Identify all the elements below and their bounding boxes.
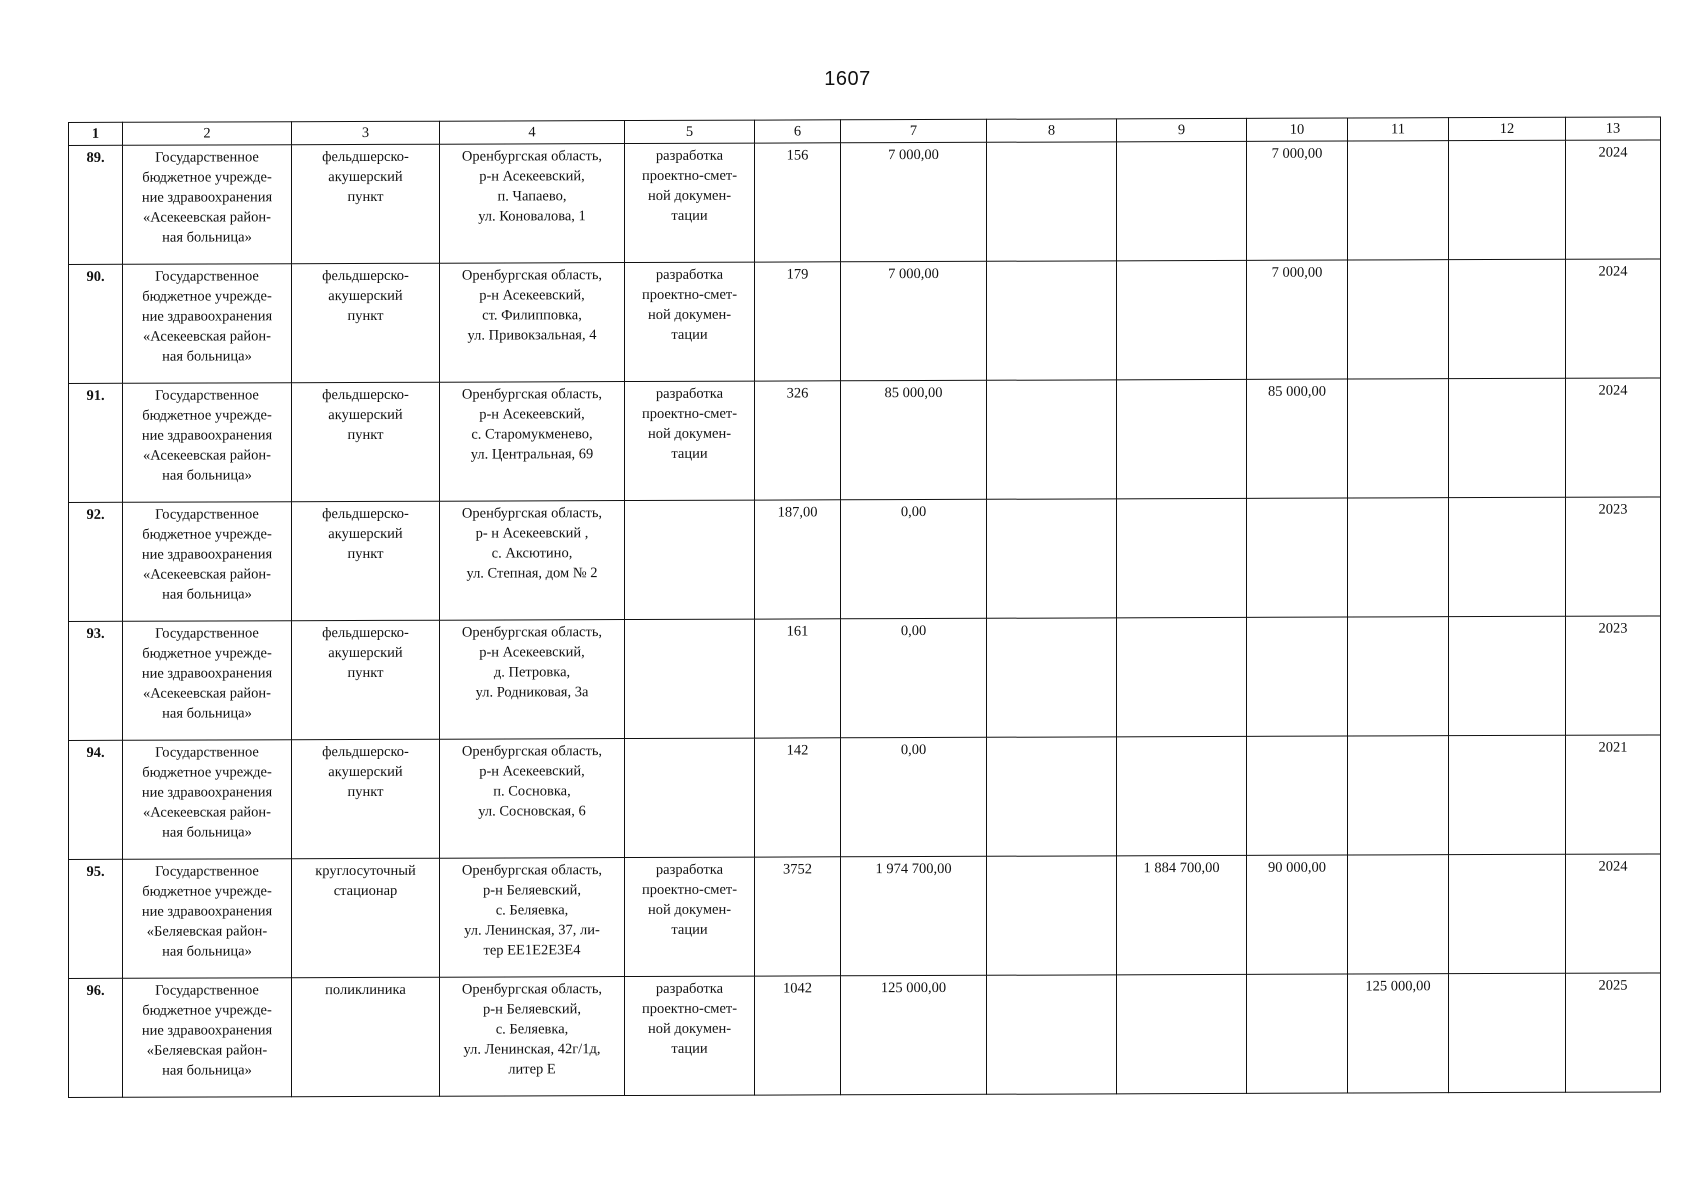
col8-cell xyxy=(987,380,1117,499)
facility-type-cell xyxy=(292,739,440,859)
year-cell: 2023 xyxy=(1566,616,1661,735)
total-amount-cell: 1 974 700,00 xyxy=(841,856,987,976)
area-cell: 156 xyxy=(755,143,841,262)
facility-type-cell xyxy=(292,977,440,1097)
facilities-table xyxy=(68,116,1661,1098)
organization-line: ние здравоохранения xyxy=(141,1022,273,1039)
col9-amount-cell xyxy=(1117,141,1247,260)
work-type-line: тации xyxy=(671,445,708,462)
address-cell xyxy=(440,382,625,502)
col9-amount-cell xyxy=(1117,498,1247,617)
address-line: р-н Асекеевский, xyxy=(479,763,585,780)
address-line: д. Петровка, xyxy=(493,664,571,681)
col8-cell xyxy=(987,618,1117,737)
column-header-9: 9 xyxy=(1117,118,1247,141)
facility-type-line: фельдшерско- xyxy=(322,148,409,166)
work-type-line: тации xyxy=(671,207,708,224)
table-row xyxy=(69,735,1661,860)
organization-line: Государственное xyxy=(155,982,259,999)
facility-type-line: акушерский xyxy=(328,168,403,186)
work-type-line: разработка xyxy=(655,147,724,164)
col9-amount-cell xyxy=(1117,736,1247,855)
work-type-cell xyxy=(625,738,755,857)
column-header-1: 1 xyxy=(69,122,123,145)
address-line: литер Е xyxy=(508,1061,556,1078)
organization-line: «Беляевская район- xyxy=(146,1042,268,1059)
col11-amount-cell: 125 000,00 xyxy=(1348,974,1449,1093)
organization-line: ная больница» xyxy=(162,824,252,841)
year-cell: 2024 xyxy=(1566,854,1661,973)
organization-line: бюджетное учрежде- xyxy=(142,764,272,781)
facility-type-line: акушерский xyxy=(328,287,403,305)
col8-cell xyxy=(987,975,1117,1094)
area-cell: 1042 xyxy=(755,976,841,1095)
facility-type-line: фельдшерско- xyxy=(322,743,409,761)
address-line: р-н Асекеевский, xyxy=(479,644,585,661)
total-amount-cell: 125 000,00 xyxy=(841,975,987,1095)
col8-cell xyxy=(987,737,1117,856)
total-amount-cell: 7 000,00 xyxy=(841,142,987,262)
column-header-7: 7 xyxy=(841,119,987,143)
col11-amount-cell xyxy=(1348,260,1449,379)
col12-cell xyxy=(1449,378,1566,497)
work-type-cell xyxy=(625,143,755,262)
organization-line: ние здравоохранения xyxy=(141,546,273,563)
organization-line: «Асекеевская район- xyxy=(142,328,271,345)
work-type-line: ной докумен- xyxy=(647,901,732,918)
row-number: 92. xyxy=(69,502,123,621)
work-type-cell xyxy=(625,619,755,738)
organization-line: Государственное xyxy=(155,268,259,285)
organization-line: «Асекеевская район- xyxy=(142,685,271,702)
facility-type-cell xyxy=(292,858,440,978)
column-header-4: 4 xyxy=(440,121,625,145)
area-cell: 3752 xyxy=(755,857,841,976)
organization-line: «Асекеевская район- xyxy=(142,447,271,464)
total-amount-cell: 0,00 xyxy=(841,737,987,857)
organization-line: бюджетное учрежде- xyxy=(142,645,272,662)
row-number: 96. xyxy=(69,978,123,1097)
work-type-cell xyxy=(625,381,755,500)
organization-cell xyxy=(123,859,292,979)
year-cell: 2024 xyxy=(1566,378,1661,497)
year-cell: 2023 xyxy=(1566,497,1661,616)
work-type-line: ной докумен- xyxy=(647,306,732,323)
organization-line: ная больница» xyxy=(162,467,252,484)
address-line: Оренбургская область, xyxy=(461,505,603,522)
column-header-12: 12 xyxy=(1449,117,1566,140)
organization-cell xyxy=(123,145,292,265)
organization-line: ние здравоохранения xyxy=(141,784,273,801)
table-row xyxy=(69,140,1661,265)
facility-type-line: пункт xyxy=(347,307,384,325)
col8-cell xyxy=(987,261,1117,380)
organization-line: бюджетное учрежде- xyxy=(142,169,272,186)
col11-amount-cell xyxy=(1348,736,1449,855)
table-row xyxy=(69,259,1661,384)
column-header-6: 6 xyxy=(755,120,841,143)
facility-type-cell xyxy=(292,144,440,264)
organization-line: ная больница» xyxy=(162,943,252,960)
address-line: ул. Степная, дом № 2 xyxy=(466,565,598,582)
address-line: Оренбургская область, xyxy=(461,624,603,641)
address-line: ул. Ленинская, 37, ли- xyxy=(464,922,600,939)
table-row xyxy=(69,854,1661,979)
facility-type-line: акушерский xyxy=(328,763,403,781)
work-type-line: разработка xyxy=(655,385,724,402)
row-number: 94. xyxy=(69,740,123,859)
total-amount-cell: 0,00 xyxy=(841,499,987,619)
col12-cell xyxy=(1449,259,1566,378)
col9-amount-cell xyxy=(1117,974,1247,1093)
organization-line: ние здравоохранения xyxy=(141,427,273,444)
work-type-line: проектно-смет- xyxy=(641,167,738,184)
year-cell: 2024 xyxy=(1566,140,1661,259)
work-type-line: ной докумен- xyxy=(647,187,732,204)
organization-line: «Беляевская район- xyxy=(146,923,268,940)
table-row xyxy=(69,497,1661,622)
organization-line: Государственное xyxy=(155,387,259,404)
organization-cell xyxy=(123,621,292,741)
row-number: 90. xyxy=(69,264,123,383)
col12-cell xyxy=(1449,854,1566,973)
col8-cell xyxy=(987,142,1117,261)
table-row xyxy=(69,616,1661,741)
area-cell: 326 xyxy=(755,381,841,500)
facility-type-line: фельдшерско- xyxy=(322,624,409,642)
organization-line: «Асекеевская район- xyxy=(142,566,271,583)
organization-line: «Асекеевская район- xyxy=(142,209,271,226)
column-header-8: 8 xyxy=(987,119,1117,142)
facility-type-line: акушерский xyxy=(328,644,403,662)
work-type-line: ной докумен- xyxy=(647,1020,732,1037)
col12-cell xyxy=(1449,973,1566,1092)
address-line: с. Аксютино, xyxy=(491,545,573,562)
column-header-5: 5 xyxy=(625,120,755,143)
organization-cell xyxy=(123,502,292,622)
col10-amount-cell: 7 000,00 xyxy=(1247,141,1348,260)
facility-type-line: акушерский xyxy=(328,525,403,543)
address-line: Оренбургская область, xyxy=(461,743,603,760)
address-line: р-н Асекеевский, xyxy=(479,168,585,185)
work-type-cell xyxy=(625,857,755,976)
address-line: ст. Филипповка, xyxy=(482,307,582,324)
address-line: с. Беляевка, xyxy=(495,902,569,919)
address-line: п. Чапаево, xyxy=(497,188,567,205)
organization-line: бюджетное учрежде- xyxy=(142,407,272,424)
facility-type-line: фельдшерско- xyxy=(322,267,409,285)
facility-type-cell xyxy=(292,620,440,740)
facility-type-cell xyxy=(292,263,440,383)
facility-type-line: пункт xyxy=(347,426,384,444)
col9-amount-cell xyxy=(1117,379,1247,498)
address-line: ул. Ленинская, 42г/1д, xyxy=(463,1041,601,1058)
column-header-13: 13 xyxy=(1566,117,1661,140)
organization-line: ние здравоохранения xyxy=(141,308,273,325)
table-row xyxy=(69,378,1661,503)
col10-amount-cell: 7 000,00 xyxy=(1247,260,1348,379)
column-header-11: 11 xyxy=(1348,118,1449,141)
year-cell: 2021 xyxy=(1566,735,1661,854)
work-type-line: тации xyxy=(671,1040,708,1057)
work-type-line: тации xyxy=(671,326,708,343)
organization-line: ная больница» xyxy=(162,705,252,722)
address-cell xyxy=(440,263,625,383)
address-cell xyxy=(440,858,625,978)
organization-line: Государственное xyxy=(155,863,259,880)
col10-amount-cell: 90 000,00 xyxy=(1247,855,1348,974)
facility-type-cell xyxy=(292,382,440,502)
address-line: ул. Родниковая, 3а xyxy=(475,684,589,701)
facility-type-line: пункт xyxy=(347,783,384,801)
work-type-line: разработка xyxy=(655,861,724,878)
address-cell xyxy=(440,501,625,621)
work-type-line: проектно-смет- xyxy=(641,1000,738,1017)
col10-amount-cell xyxy=(1247,498,1348,617)
col12-cell xyxy=(1449,497,1566,616)
organization-line: бюджетное учрежде- xyxy=(142,526,272,543)
col11-amount-cell xyxy=(1348,379,1449,498)
facility-type-cell xyxy=(292,501,440,621)
column-header-3: 3 xyxy=(292,121,440,145)
col11-amount-cell xyxy=(1348,141,1449,260)
address-line: р- н Асекеевский , xyxy=(475,525,589,542)
row-number: 89. xyxy=(69,145,123,264)
col9-amount-cell xyxy=(1117,260,1247,379)
address-cell xyxy=(440,739,625,859)
work-type-line: проектно-смет- xyxy=(641,405,738,422)
address-line: р-н Беляевский, xyxy=(483,882,581,899)
address-line: р-н Беляевский, xyxy=(483,1001,581,1018)
address-line: Оренбургская область, xyxy=(461,267,603,284)
address-line: ул. Сосновская, 6 xyxy=(478,803,586,820)
organization-line: ние здравоохранения xyxy=(141,665,273,682)
organization-line: Государственное xyxy=(155,149,259,166)
organization-line: ная больница» xyxy=(162,229,252,246)
col10-amount-cell xyxy=(1247,974,1348,1093)
col10-amount-cell: 85 000,00 xyxy=(1247,379,1348,498)
col9-amount-cell xyxy=(1117,617,1247,736)
organization-line: «Асекеевская район- xyxy=(142,804,271,821)
page-number: 1607 xyxy=(824,68,871,90)
address-line: Оренбургская область, xyxy=(461,862,603,879)
organization-line: ние здравоохранения xyxy=(141,903,273,920)
facility-type-line: фельдшерско- xyxy=(322,386,409,404)
address-line: Оренбургская область, xyxy=(461,386,603,403)
address-cell xyxy=(440,144,625,264)
area-cell: 179 xyxy=(755,262,841,381)
organization-line: ная больница» xyxy=(162,586,252,603)
facility-type-line: пункт xyxy=(347,545,384,563)
area-cell: 161 xyxy=(755,619,841,738)
address-line: р-н Асекеевский, xyxy=(479,406,585,423)
facility-type-line: поликлиника xyxy=(325,981,406,999)
year-cell: 2024 xyxy=(1566,259,1661,378)
address-line: с. Старомукменево, xyxy=(471,426,593,443)
area-cell: 187,00 xyxy=(755,500,841,619)
col10-amount-cell xyxy=(1247,736,1348,855)
work-type-cell xyxy=(625,976,755,1095)
total-amount-cell: 0,00 xyxy=(841,618,987,738)
address-line: ул. Коновалова, 1 xyxy=(478,208,586,225)
address-line: тер ЕЕ1Е2Е3Е4 xyxy=(483,942,581,959)
organization-cell xyxy=(123,978,292,1098)
organization-line: бюджетное учрежде- xyxy=(142,883,272,900)
facility-type-line: фельдшерско- xyxy=(322,505,409,523)
row-number: 95. xyxy=(69,859,123,978)
column-header-10: 10 xyxy=(1247,118,1348,141)
work-type-line: проектно-смет- xyxy=(641,286,738,303)
work-type-line: проектно-смет- xyxy=(641,881,738,898)
facility-type-line: пункт xyxy=(347,188,384,206)
total-amount-cell: 7 000,00 xyxy=(841,261,987,381)
work-type-line: разработка xyxy=(655,266,724,283)
col8-cell xyxy=(987,499,1117,618)
organization-line: ние здравоохранения xyxy=(141,189,273,206)
organization-line: Государственное xyxy=(155,506,259,523)
table-row xyxy=(69,973,1661,1098)
work-type-line: ной докумен- xyxy=(647,425,732,442)
facility-type-line: круглосуточный xyxy=(315,862,416,880)
row-number: 91. xyxy=(69,383,123,502)
col12-cell xyxy=(1449,735,1566,854)
organization-cell xyxy=(123,264,292,384)
address-cell xyxy=(440,977,625,1097)
year-cell: 2025 xyxy=(1566,973,1661,1092)
organization-line: бюджетное учрежде- xyxy=(142,288,272,305)
address-line: ул. Привокзальная, 4 xyxy=(467,327,597,344)
address-line: Оренбургская область, xyxy=(461,981,603,998)
col8-cell xyxy=(987,856,1117,975)
address-line: ул. Центральная, 69 xyxy=(470,446,594,463)
column-header-2: 2 xyxy=(123,122,292,146)
facility-type-line: акушерский xyxy=(328,406,403,424)
facility-type-line: стационар xyxy=(333,882,398,900)
organization-line: Государственное xyxy=(155,625,259,642)
area-cell: 142 xyxy=(755,738,841,857)
col11-amount-cell xyxy=(1348,855,1449,974)
col12-cell xyxy=(1449,616,1566,735)
organization-cell xyxy=(123,740,292,860)
address-cell xyxy=(440,620,625,740)
organization-line: ная больница» xyxy=(162,348,252,365)
col11-amount-cell xyxy=(1348,617,1449,736)
organization-cell xyxy=(123,383,292,503)
row-number: 93. xyxy=(69,621,123,740)
address-line: с. Беляевка, xyxy=(495,1021,569,1038)
col12-cell xyxy=(1449,140,1566,259)
work-type-cell xyxy=(625,500,755,619)
total-amount-cell: 85 000,00 xyxy=(841,380,987,500)
address-line: п. Сосновка, xyxy=(493,783,571,800)
organization-line: ная больница» xyxy=(162,1062,252,1079)
facility-type-line: пункт xyxy=(347,664,384,682)
work-type-cell xyxy=(625,262,755,381)
work-type-line: тации xyxy=(671,921,708,938)
address-line: р-н Асекеевский, xyxy=(479,287,585,304)
organization-line: Государственное xyxy=(155,744,259,761)
address-line: Оренбургская область, xyxy=(461,148,603,165)
col10-amount-cell xyxy=(1247,617,1348,736)
organization-line: бюджетное учрежде- xyxy=(142,1002,272,1019)
col11-amount-cell xyxy=(1348,498,1449,617)
col9-amount-cell: 1 884 700,00 xyxy=(1117,855,1247,974)
work-type-line: разработка xyxy=(655,980,724,997)
